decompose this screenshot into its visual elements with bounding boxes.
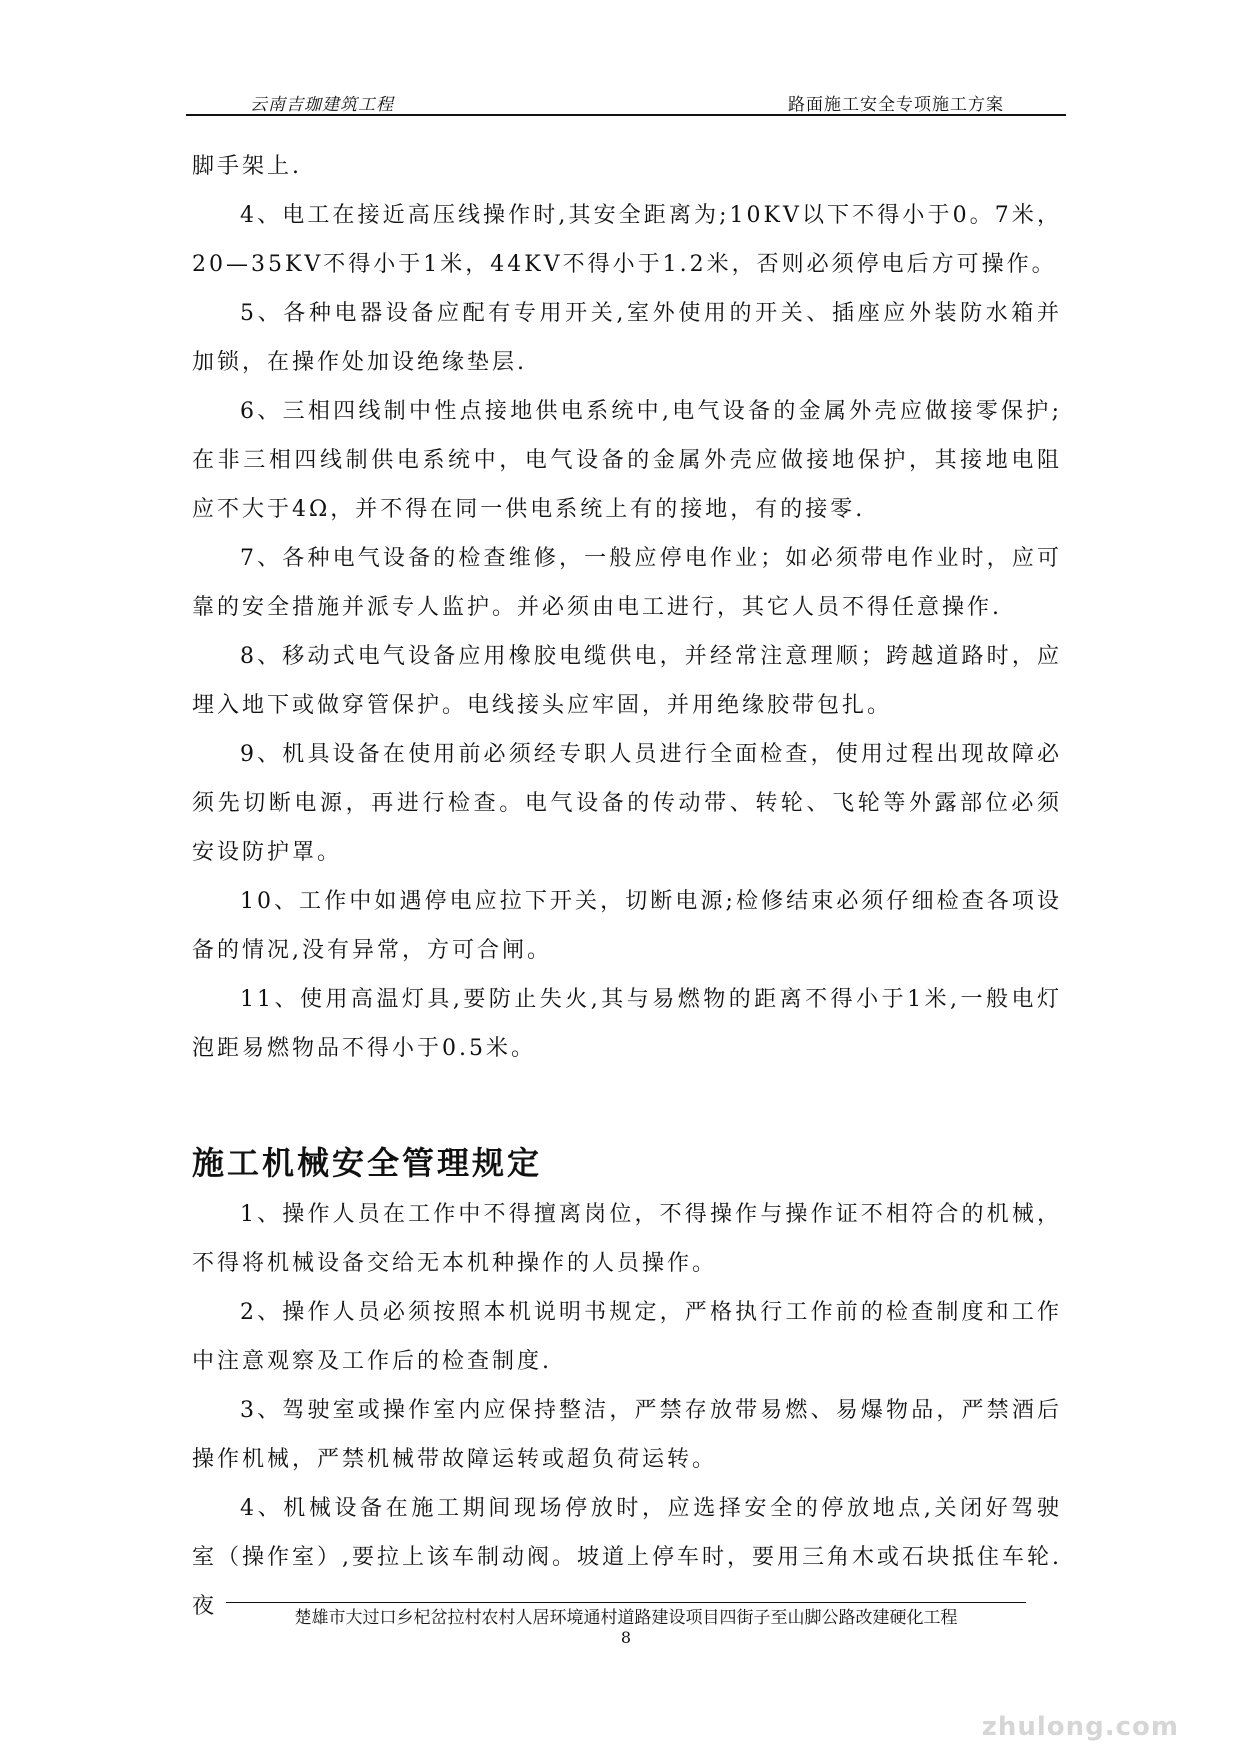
section-heading: 施工机械安全管理规定 bbox=[192, 1144, 543, 1182]
electrical-safety-section bbox=[192, 142, 1062, 1073]
page-header bbox=[186, 84, 1066, 118]
header-divider bbox=[186, 114, 1066, 116]
machinery-safety-section bbox=[192, 1190, 1062, 1631]
paragraph-continuation: 脚手架上. bbox=[192, 154, 302, 179]
header-document-title: 路面施工安全专项施工方案 bbox=[788, 95, 1004, 115]
paragraph-item-6: 6、三相四线制中性点接地供电系统中,电气设备的金属外壳应做接零保护;在非三相四线制供电系统中，电气设备的金属外壳应做接地保护，其接地电阻应不大于4Ω，并不得在同一供电系统上有的接地，有的接零. bbox=[192, 399, 1062, 522]
machinery-item-2: 2、操作人员必须按照本机说明书规定，严格执行工作前的检查制度和工作中注意观察及工作后的检查制度. bbox=[192, 1300, 1062, 1374]
footer-project-name: 楚雄市大过口乡杞岔拉村农村人居环境通村道路建设项目四街子至山脚公路改建硬化工程 bbox=[294, 1608, 958, 1628]
machinery-item-4: 4、机械设备在施工期间现场停放时，应选择安全的停放地点,关闭好驾驶室（操作室）,要拉上该车制动阀。坡道上停车时，要用三角木或石块抵住车轮.夜 bbox=[192, 1496, 1062, 1619]
paragraph-item-9: 9、机具设备在使用前必须经专职人员进行全面检查，使用过程出现故障必须先切断电源，再进行检查。电气设备的传动带、转轮、飞轮等外露部位必须安设防护罩。 bbox=[192, 742, 1062, 865]
machinery-item-1: 1、操作人员在工作中不得擅离岗位，不得操作与操作证不相符合的机械，不得将机械设备交给无本机种操作的人员操作。 bbox=[192, 1202, 1062, 1276]
machinery-item-3: 3、驾驶室或操作室内应保持整洁，严禁存放带易燃、易爆物品，严禁酒后操作机械，严禁机械带故障运转或超负荷运转。 bbox=[192, 1398, 1062, 1472]
watermark-logo: zhulong.com bbox=[981, 1712, 1179, 1742]
page-number: 8 bbox=[620, 1628, 632, 1647]
header-company: 云南吉珈建筑工程 bbox=[250, 95, 394, 115]
paragraph-item-11: 11、使用高温灯具,要防止失火,其与易燃物的距离不得小于1米,一般电灯泡距易燃物品不得小于0.5米。 bbox=[192, 987, 1062, 1061]
paragraph-item-5: 5、各种电器设备应配有专用开关,室外使用的开关、插座应外装防水箱并加锁，在操作处加设绝缘垫层. bbox=[192, 301, 1062, 375]
paragraph-item-10: 10、工作中如遇停电应拉下开关，切断电源;检修结束必须仔细检查各项设备的情况,没有异常，方可合闸。 bbox=[192, 889, 1062, 963]
paragraph-item-8: 8、移动式电气设备应用橡胶电缆供电，并经常注意理顺；跨越道路时，应埋入地下或做穿管保护。电线接头应牢固，并用绝缘胶带包扎。 bbox=[192, 644, 1062, 718]
paragraph-item-7: 7、各种电气设备的检查维修，一般应停电作业；如必须带电作业时，应可靠的安全措施并派专人监护。并必须由电工进行，其它人员不得任意操作. bbox=[192, 546, 1062, 620]
paragraph-item-4: 4、电工在接近高压线操作时,其安全距离为;10KV以下不得小于0。7米，20—35KV不得小于1米，44KV不得小于1.2米，否则必须停电后方可操作。 bbox=[192, 203, 1062, 277]
